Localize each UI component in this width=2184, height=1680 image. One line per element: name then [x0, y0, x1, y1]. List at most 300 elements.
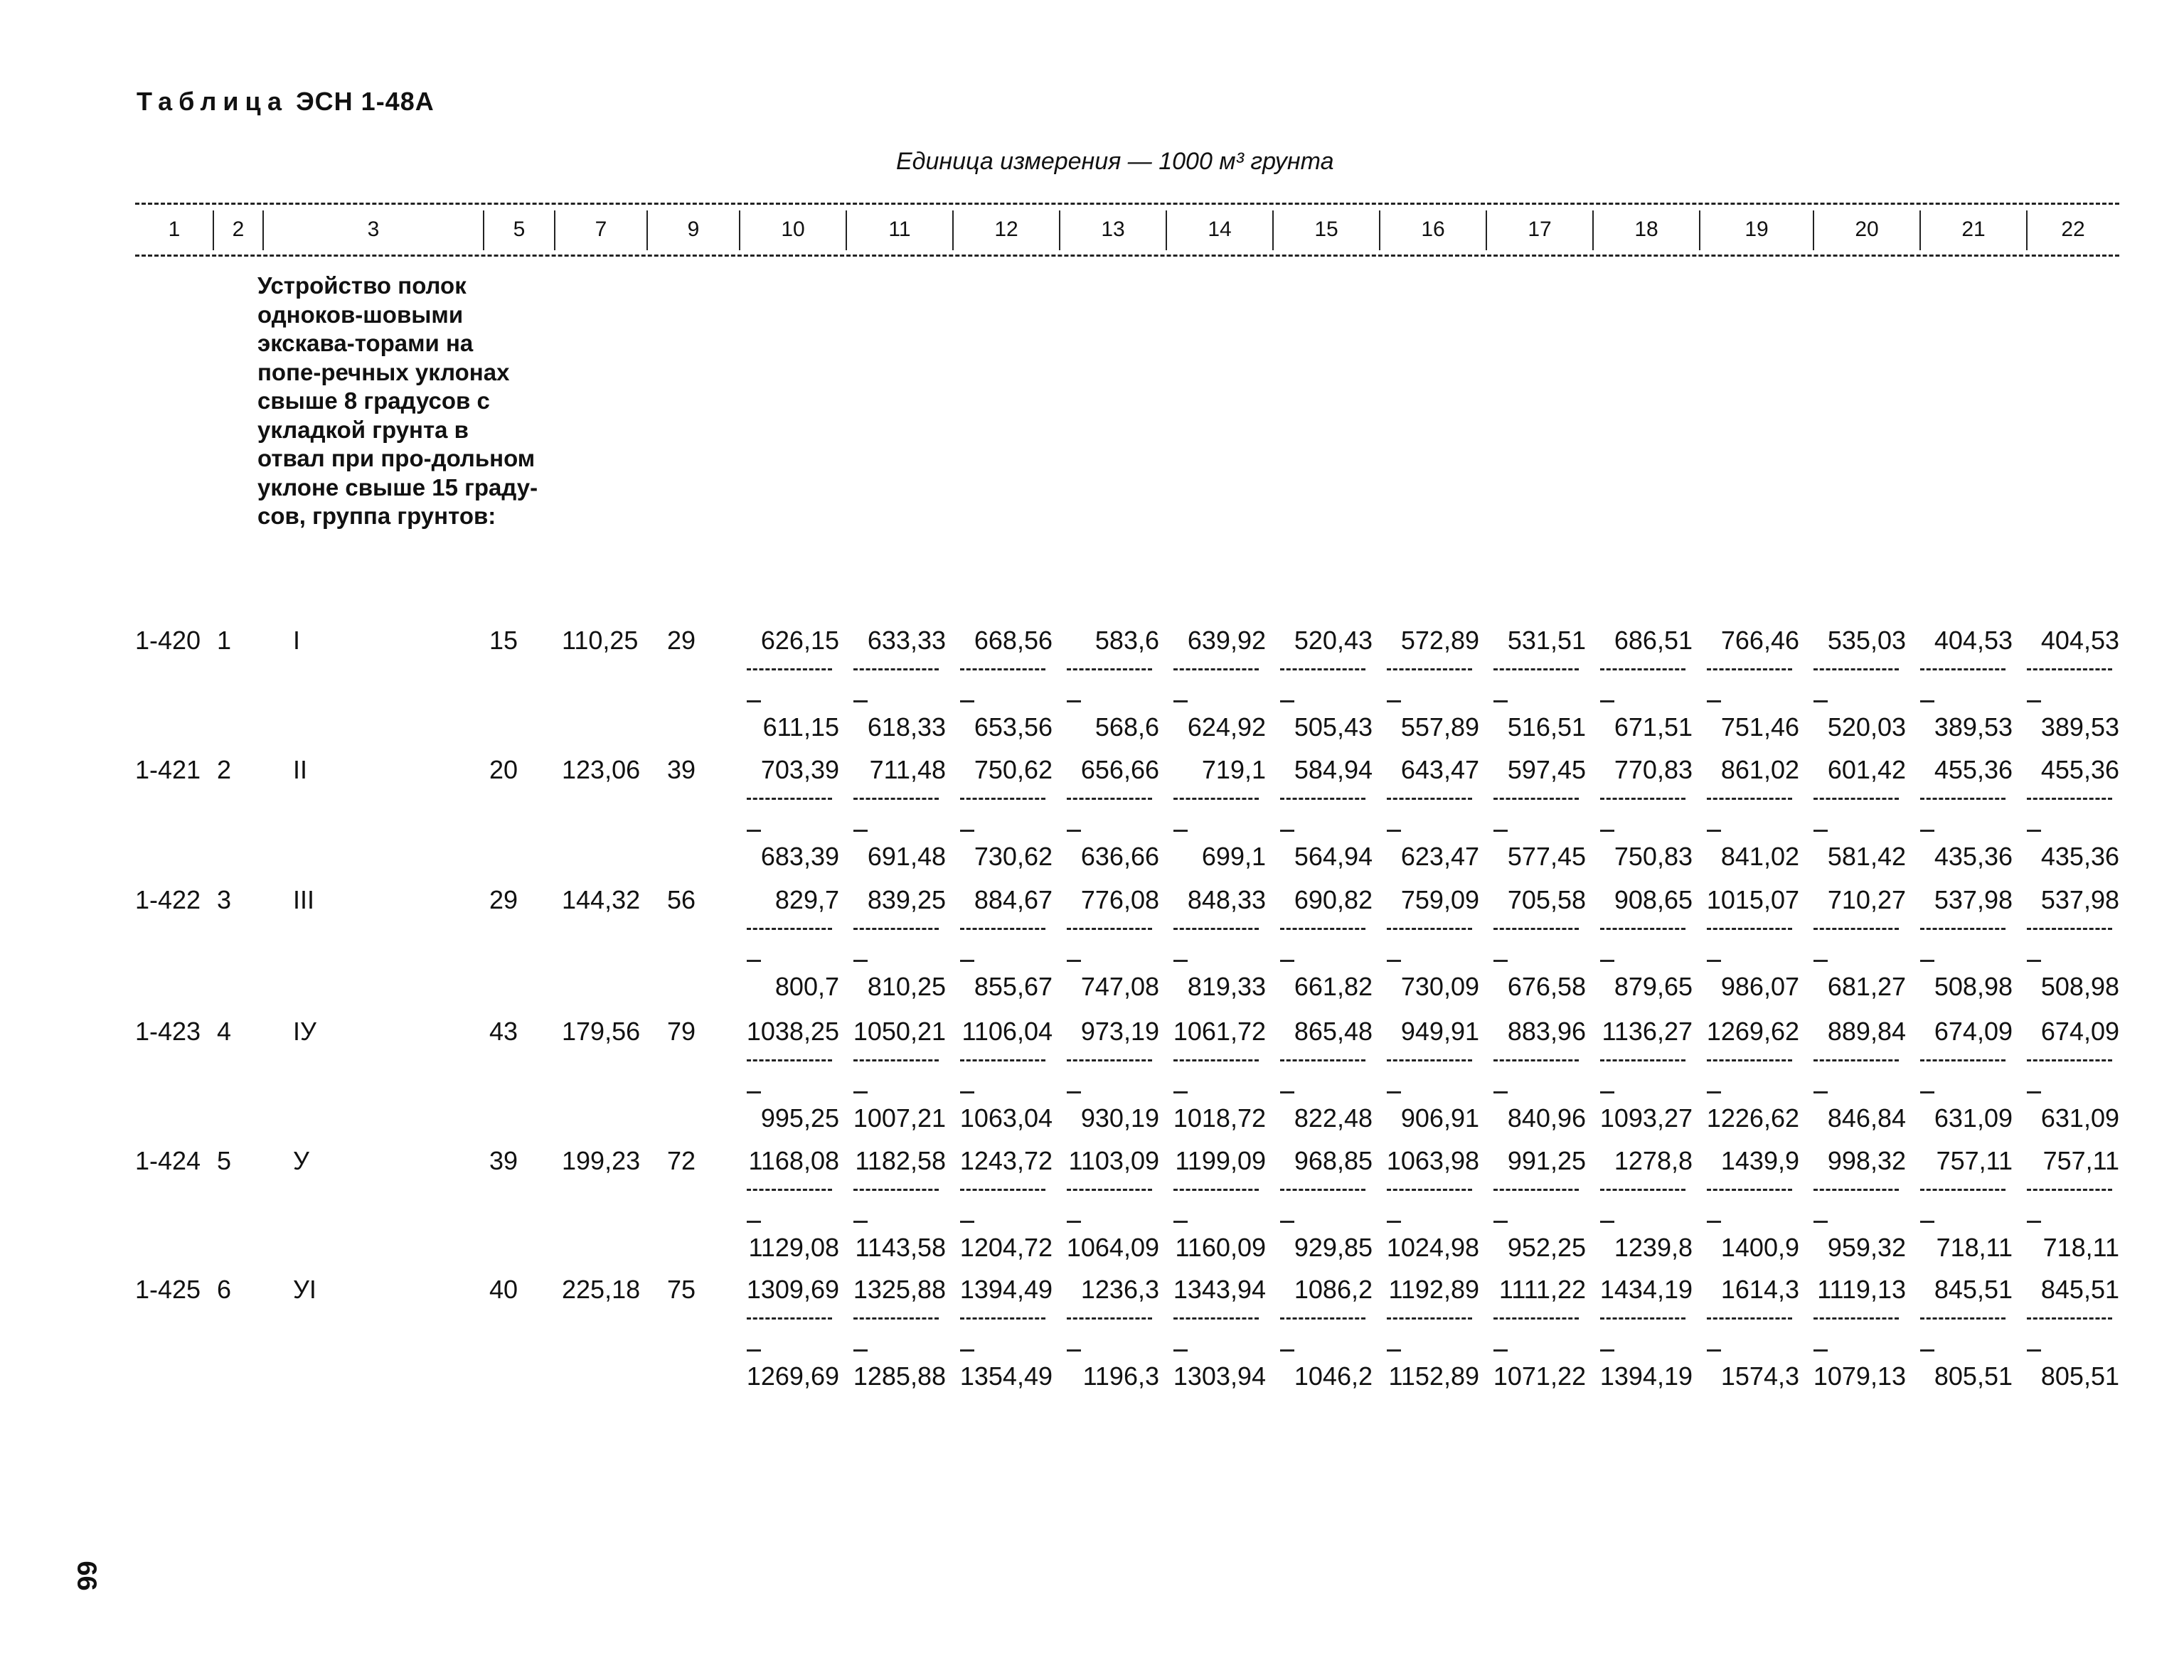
value-top: 572,89 [1400, 626, 1479, 655]
minus-sign [2027, 1091, 2041, 1093]
header-divider [1272, 210, 1274, 250]
value-top: 1136,27 [1602, 1017, 1693, 1046]
value-top: 404,53 [1934, 626, 2013, 655]
value-bottom: 730,09 [1400, 972, 1479, 1001]
fraction-line [960, 1317, 1045, 1320]
value-bottom: 1239,8 [1614, 1233, 1693, 1262]
value-bottom: 1064,09 [1066, 1233, 1159, 1262]
fraction-line [747, 1189, 832, 1191]
value-top: 1439,9 [1720, 1146, 1799, 1175]
value-bottom: 929,85 [1294, 1233, 1373, 1262]
value-top: 668,56 [974, 626, 1053, 655]
minus-sign [1067, 960, 1081, 962]
minus-sign [1600, 830, 1614, 832]
value-bottom: 800,7 [774, 972, 839, 1001]
minus-sign [1173, 960, 1188, 962]
value-top: 1063,98 [1386, 1146, 1479, 1175]
value-bottom: 1046,2 [1294, 1361, 1373, 1391]
value-top: 1168,08 [748, 1146, 839, 1175]
value-bottom: 505,43 [1294, 712, 1373, 742]
value-bottom: 1160,09 [1175, 1233, 1266, 1262]
header-divider [262, 210, 264, 250]
minus-sign [960, 830, 974, 832]
fraction-line [1920, 1059, 2005, 1061]
value-top: 766,46 [1720, 626, 1799, 655]
value-bottom: 681,27 [1827, 972, 1906, 1001]
header-divider [1166, 210, 1167, 250]
header-divider [646, 210, 648, 250]
fraction-line [1707, 798, 1792, 800]
header-col-13: 13 [1101, 218, 1125, 241]
value-top: 1103,09 [1068, 1146, 1159, 1175]
fraction-line [1493, 1317, 1579, 1320]
value-bottom: 631,09 [1934, 1103, 2013, 1133]
fraction-line [960, 928, 1045, 930]
soil-group: У [293, 1146, 309, 1175]
value-top: 848,33 [1187, 885, 1266, 914]
value-top: 1015,07 [1706, 885, 1799, 914]
value-top: 861,02 [1720, 755, 1799, 784]
value-top: 1106,04 [962, 1017, 1053, 1046]
value-top: 643,47 [1400, 755, 1479, 784]
fraction-line [1387, 928, 1472, 930]
value-bottom: 750,83 [1614, 842, 1693, 871]
header-col-10: 10 [781, 218, 805, 241]
minus-sign [2027, 960, 2041, 962]
fraction-line [1067, 928, 1152, 930]
value-bottom: 516,51 [1507, 712, 1586, 742]
minus-sign [960, 960, 974, 962]
minus-sign [1173, 1091, 1188, 1093]
soil-group: I [293, 626, 301, 655]
fraction-line [1387, 1059, 1472, 1061]
value-bottom: 986,07 [1720, 972, 1799, 1001]
value-bottom: 1071,22 [1493, 1361, 1586, 1391]
value-top: 1182,58 [855, 1146, 946, 1175]
value-top: 1434,19 [1599, 1275, 1693, 1304]
minus-sign [747, 1091, 761, 1093]
value-bottom: 805,51 [1934, 1361, 2013, 1391]
fraction-line [1280, 1317, 1365, 1320]
minus-sign [1813, 830, 1828, 832]
value-top: 883,96 [1507, 1017, 1586, 1046]
col9-value: 39 [667, 755, 696, 784]
value-bottom: 846,84 [1827, 1103, 1906, 1133]
col5-value: 43 [489, 1017, 518, 1046]
minus-sign [1920, 1221, 1934, 1223]
col9-value: 56 [667, 885, 696, 914]
value-top: 1236,3 [1080, 1275, 1159, 1304]
fraction-line [2027, 798, 2112, 800]
minus-sign [1280, 960, 1294, 962]
header-col-1: 1 [168, 218, 181, 241]
fraction-line [1173, 928, 1259, 930]
header-col-12: 12 [994, 218, 1018, 241]
minus-sign [1493, 830, 1508, 832]
fraction-line [1173, 798, 1259, 800]
fraction-line [853, 668, 939, 670]
row-code: 1-420 [135, 626, 201, 655]
value-bottom: 577,45 [1507, 842, 1586, 871]
minus-sign [1707, 830, 1721, 832]
fraction-line [2027, 1059, 2112, 1061]
value-top: 1394,49 [959, 1275, 1053, 1304]
value-top: 535,03 [1827, 626, 1906, 655]
row-code: 1-425 [135, 1275, 201, 1304]
header-divider [2026, 210, 2028, 250]
value-bottom: 611,15 [762, 712, 839, 742]
value-bottom: 1063,04 [959, 1103, 1053, 1133]
header-col-20: 20 [1855, 218, 1879, 241]
header-divider [1059, 210, 1060, 250]
fraction-line [1387, 1317, 1472, 1320]
value-top: 1111,22 [1498, 1275, 1586, 1304]
fraction-line [1387, 668, 1472, 670]
value-bottom: 676,58 [1507, 972, 1586, 1001]
value-bottom: 879,65 [1614, 972, 1693, 1001]
fraction-line [1600, 1317, 1685, 1320]
col5-value: 40 [489, 1275, 518, 1304]
value-bottom: 1007,21 [853, 1103, 946, 1133]
value-bottom: 636,66 [1080, 842, 1159, 871]
value-bottom: 730,62 [974, 842, 1053, 871]
header-col-11: 11 [888, 218, 911, 241]
value-top: 991,25 [1507, 1146, 1586, 1175]
minus-sign [1920, 830, 1934, 832]
row-code: 1-421 [135, 755, 201, 784]
minus-sign [2027, 1349, 2041, 1352]
value-top: 1086,2 [1294, 1275, 1373, 1304]
fraction-line [1493, 668, 1579, 670]
value-top: 998,32 [1827, 1146, 1906, 1175]
fraction-line [1067, 1059, 1152, 1061]
fraction-line [747, 798, 832, 800]
value-bottom: 1354,49 [959, 1361, 1053, 1391]
fraction-line [1493, 1059, 1579, 1061]
header-col-16: 16 [1421, 218, 1445, 241]
value-bottom: 1196,3 [1082, 1361, 1159, 1391]
value-bottom: 691,48 [867, 842, 946, 871]
fraction-line [960, 1189, 1045, 1191]
minus-sign [1813, 1349, 1828, 1352]
value-top: 1309,69 [746, 1275, 839, 1304]
value-top: 674,09 [1934, 1017, 2013, 1046]
header-col-17: 17 [1528, 218, 1552, 241]
header-col-21: 21 [1961, 218, 1986, 241]
fraction-line [1280, 1189, 1365, 1191]
col7-value: 179,56 [562, 1017, 641, 1046]
value-bottom: 1394,19 [1599, 1361, 1693, 1391]
minus-sign [747, 700, 761, 702]
minus-sign [853, 830, 868, 832]
value-top: 455,36 [2040, 755, 2119, 784]
minus-sign [1600, 1091, 1614, 1093]
minus-sign [1387, 1349, 1401, 1352]
table-title-code: ЭСН 1-48А [296, 87, 435, 116]
fraction-line [1813, 928, 1899, 930]
value-bottom: 435,36 [2040, 842, 2119, 871]
value-top: 889,84 [1827, 1017, 1906, 1046]
header-col-14: 14 [1208, 218, 1232, 241]
minus-sign [747, 1349, 761, 1352]
fraction-line [747, 928, 832, 930]
header-col-2: 2 [232, 218, 245, 241]
value-top: 770,83 [1614, 755, 1693, 784]
header-col-18: 18 [1634, 218, 1658, 241]
value-bottom: 1574,3 [1720, 1361, 1799, 1391]
minus-sign [1600, 700, 1614, 702]
minus-sign [1067, 700, 1081, 702]
minus-sign [1920, 700, 1934, 702]
minus-sign [1067, 1349, 1081, 1352]
fraction-line [2027, 668, 2112, 670]
value-bottom: 841,02 [1720, 842, 1799, 871]
minus-sign [1173, 830, 1188, 832]
value-bottom: 959,32 [1827, 1233, 1906, 1262]
value-top: 908,65 [1614, 885, 1693, 914]
minus-sign [1493, 960, 1508, 962]
fraction-line [1600, 668, 1685, 670]
minus-sign [1707, 1221, 1721, 1223]
col7-value: 144,32 [562, 885, 641, 914]
minus-sign [1387, 830, 1401, 832]
col9-value: 75 [667, 1275, 696, 1304]
minus-sign [853, 1349, 868, 1352]
value-top: 1038,25 [746, 1017, 839, 1046]
soil-group: II [293, 755, 308, 784]
fraction-line [747, 1317, 832, 1320]
minus-sign [1813, 960, 1828, 962]
value-top: 703,39 [760, 755, 839, 784]
value-top: 531,51 [1507, 626, 1586, 655]
value-bottom: 840,96 [1507, 1103, 1586, 1133]
col9-value: 29 [667, 626, 696, 655]
value-top: 759,09 [1400, 885, 1479, 914]
header-col-22: 22 [2061, 218, 2085, 241]
fraction-line [1920, 668, 2005, 670]
value-bottom: 1204,72 [959, 1233, 1053, 1262]
col7-value: 199,23 [562, 1146, 641, 1175]
row-code: 1-424 [135, 1146, 201, 1175]
value-top: 1119,13 [1817, 1275, 1906, 1304]
fraction-line [1600, 928, 1685, 930]
value-bottom: 631,09 [2040, 1103, 2119, 1133]
value-bottom: 661,82 [1294, 972, 1373, 1001]
value-top: 455,36 [1934, 755, 2013, 784]
value-top: 656,66 [1080, 755, 1159, 784]
minus-sign [1173, 1349, 1188, 1352]
value-top: 839,25 [867, 885, 946, 914]
value-top: 845,51 [1934, 1275, 2013, 1304]
minus-sign [1600, 960, 1614, 962]
value-top: 1050,21 [853, 1017, 946, 1046]
minus-sign [1707, 700, 1721, 702]
value-bottom: 819,33 [1187, 972, 1266, 1001]
col5-value: 29 [489, 885, 518, 914]
value-top: 1199,09 [1175, 1146, 1266, 1175]
fraction-line [747, 1059, 832, 1061]
minus-sign [1067, 1091, 1081, 1093]
value-top: 711,48 [869, 755, 946, 784]
header-col-3: 3 [367, 218, 380, 241]
row-number: 1 [217, 626, 232, 655]
value-bottom: 1024,98 [1386, 1233, 1479, 1262]
fraction-line [2027, 1317, 2112, 1320]
col9-value: 79 [667, 1017, 696, 1046]
fraction-line [1493, 1189, 1579, 1191]
minus-sign [1707, 960, 1721, 962]
value-top: 686,51 [1614, 626, 1693, 655]
value-top: 690,82 [1294, 885, 1373, 914]
header-divider [846, 210, 847, 250]
value-top: 674,09 [2040, 1017, 2119, 1046]
fraction-line [1067, 668, 1152, 670]
row-code: 1-423 [135, 1017, 201, 1046]
row-number: 4 [217, 1017, 232, 1046]
value-bottom: 389,53 [1934, 712, 2013, 742]
value-bottom: 671,51 [1614, 712, 1693, 742]
fraction-line [1813, 1317, 1899, 1320]
minus-sign [853, 700, 868, 702]
value-bottom: 699,1 [1201, 842, 1266, 871]
header-divider [483, 210, 484, 250]
soil-group: IУ [293, 1017, 316, 1046]
header-col-19: 19 [1744, 218, 1769, 241]
value-bottom: 618,33 [867, 712, 946, 742]
fraction-line [1067, 1189, 1152, 1191]
value-bottom: 810,25 [867, 972, 946, 1001]
col7-value: 110,25 [562, 626, 639, 655]
minus-sign [1493, 700, 1508, 702]
value-top: 750,62 [974, 755, 1053, 784]
minus-sign [960, 1091, 974, 1093]
value-top: 705,58 [1507, 885, 1586, 914]
minus-sign [747, 960, 761, 962]
value-top: 1269,62 [1706, 1017, 1799, 1046]
col5-value: 15 [489, 626, 518, 655]
minus-sign [853, 1091, 868, 1093]
fraction-line [1600, 798, 1685, 800]
fraction-line [1067, 798, 1152, 800]
fraction-line [1280, 798, 1365, 800]
minus-sign [2027, 700, 2041, 702]
header-col-5: 5 [513, 218, 526, 241]
value-bottom: 1152,89 [1388, 1361, 1479, 1391]
minus-sign [1387, 700, 1401, 702]
header-divider [1919, 210, 1921, 250]
fraction-line [1387, 1189, 1472, 1191]
col5-value: 39 [489, 1146, 518, 1175]
minus-sign [1813, 1221, 1828, 1223]
fraction-line [1600, 1059, 1685, 1061]
minus-sign [747, 1221, 761, 1223]
header-divider [1699, 210, 1700, 250]
fraction-line [1173, 1189, 1259, 1191]
value-top: 776,08 [1080, 885, 1159, 914]
minus-sign [1280, 700, 1294, 702]
fraction-line [1920, 1189, 2005, 1191]
table-title [137, 87, 435, 117]
value-top: 757,11 [2042, 1146, 2119, 1175]
value-top: 626,15 [760, 626, 839, 655]
value-top: 1243,72 [959, 1146, 1053, 1175]
minus-sign [1493, 1349, 1508, 1352]
value-bottom: 653,56 [974, 712, 1053, 742]
fraction-line [1920, 1317, 2005, 1320]
table-title-prefix: Таблица [137, 87, 289, 116]
fraction-line [1813, 668, 1899, 670]
minus-sign [1067, 830, 1081, 832]
header-divider [739, 210, 740, 250]
fraction-line [747, 668, 832, 670]
fraction-line [960, 668, 1045, 670]
minus-sign [1387, 1221, 1401, 1223]
value-top: 968,85 [1294, 1146, 1373, 1175]
soil-group: УI [293, 1275, 316, 1304]
page-number: 66 [71, 1561, 102, 1591]
fraction-line [960, 1059, 1045, 1061]
minus-sign [1280, 1221, 1294, 1223]
fraction-line [1707, 1059, 1792, 1061]
row-number: 3 [217, 885, 232, 914]
value-top: 973,19 [1080, 1017, 1159, 1046]
value-bottom: 623,47 [1400, 842, 1479, 871]
fraction-line [1707, 928, 1792, 930]
value-bottom: 718,11 [1936, 1233, 2013, 1262]
minus-sign [2027, 1221, 2041, 1223]
col7-value: 123,06 [562, 755, 641, 784]
value-top: 829,7 [774, 885, 839, 914]
minus-sign [853, 1221, 868, 1223]
value-bottom: 683,39 [760, 842, 839, 871]
value-top: 1343,94 [1173, 1275, 1266, 1304]
minus-sign [1387, 1091, 1401, 1093]
value-top: 845,51 [2040, 1275, 2119, 1304]
minus-sign [960, 1349, 974, 1352]
fraction-line [1387, 798, 1472, 800]
value-bottom: 952,25 [1507, 1233, 1586, 1262]
minus-sign [1280, 1091, 1294, 1093]
fraction-line [853, 928, 939, 930]
fraction-line [960, 798, 1045, 800]
minus-sign [1067, 1221, 1081, 1223]
value-top: 1061,72 [1173, 1017, 1266, 1046]
value-bottom: 1269,69 [746, 1361, 839, 1391]
value-bottom: 1303,94 [1173, 1361, 1266, 1391]
minus-sign [2027, 830, 2041, 832]
value-bottom: 906,91 [1400, 1103, 1479, 1133]
fraction-line [2027, 1189, 2112, 1191]
fraction-line [1920, 798, 2005, 800]
value-bottom: 805,51 [2040, 1361, 2119, 1391]
value-bottom: 624,92 [1187, 712, 1266, 742]
value-bottom: 751,46 [1720, 712, 1799, 742]
minus-sign [1813, 1091, 1828, 1093]
value-top: 520,43 [1294, 626, 1373, 655]
value-top: 1325,88 [853, 1275, 946, 1304]
value-top: 584,94 [1294, 755, 1373, 784]
minus-sign [1707, 1349, 1721, 1352]
value-top: 949,91 [1400, 1017, 1479, 1046]
header-divider [1486, 210, 1487, 250]
minus-sign [1493, 1221, 1508, 1223]
fraction-line [1813, 1059, 1899, 1061]
value-bottom: 557,89 [1400, 712, 1479, 742]
value-bottom: 1093,27 [1599, 1103, 1693, 1133]
minus-sign [1920, 1091, 1934, 1093]
col5-value: 20 [489, 755, 518, 784]
value-top: 719,1 [1201, 755, 1266, 784]
